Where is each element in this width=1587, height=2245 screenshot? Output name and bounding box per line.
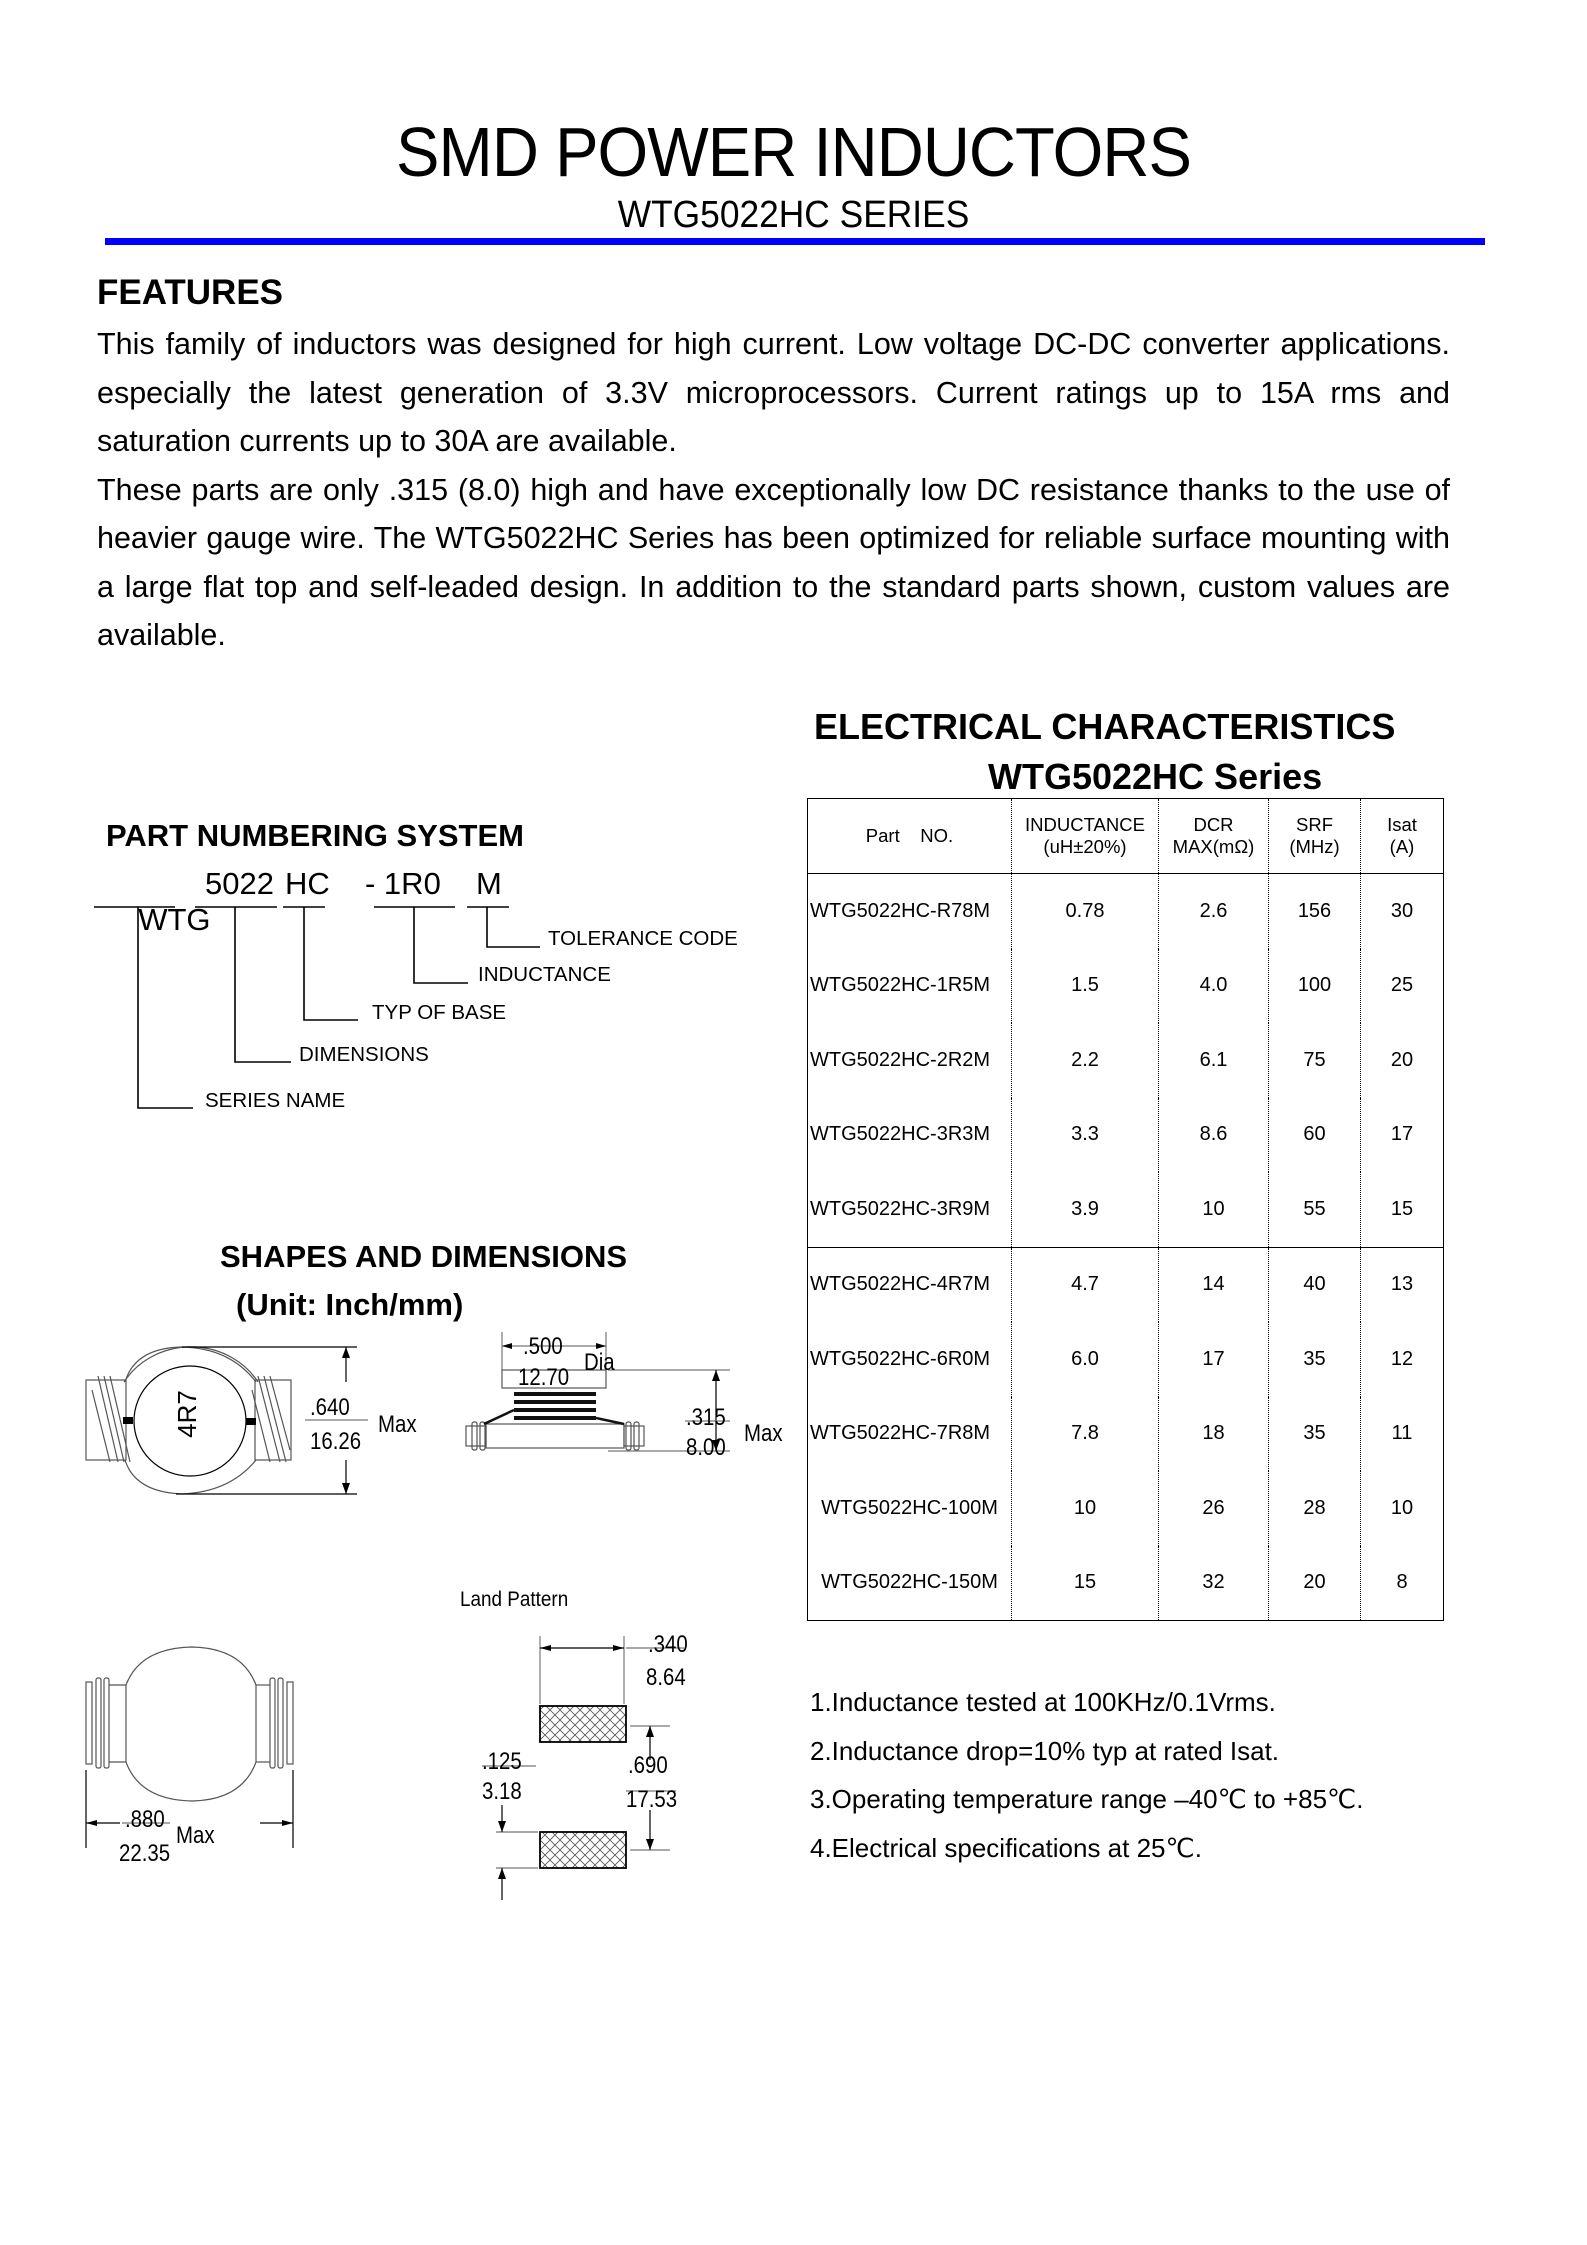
cell-dcr: 26 xyxy=(1159,1471,1269,1546)
column-header-srf: SRF (MHz) xyxy=(1269,799,1361,874)
side-view-max: Max xyxy=(744,1420,783,1447)
side-view-height-inch: .315 xyxy=(686,1404,726,1431)
cell-part: WTG5022HC-R78M xyxy=(810,899,991,922)
cell-inductance: 0.78 xyxy=(1012,874,1159,949)
pn-label-tolerance: TOLERANCE CODE xyxy=(548,927,738,950)
note-item: 2.Inductance drop=10% typ at rated Isat. xyxy=(810,1735,1280,1766)
features-paragraph: These parts are only .315 (8.0) high and have exceptionally low DC resistance thanks to the use of heavier gauge wire. The WTG5022HC Series has been optimized for reliable surface mounting with a large flat top and self-leaded design. In addition to the standard parts shown, custom values are available. xyxy=(97,472,1450,652)
cell-part: WTG5022HC-3R9M xyxy=(810,1197,991,1220)
column-header-inductance: INDUCTANCE (uH±20%) xyxy=(1012,799,1159,874)
table-row xyxy=(808,1023,1443,1098)
cell-dcr: 2.6 xyxy=(1159,874,1269,949)
unit-label: (Unit: Inch/mm) xyxy=(236,1287,464,1322)
pn-segment-tolerance: M xyxy=(476,866,502,901)
top-view-max: Max xyxy=(378,1411,417,1438)
cell-part: WTG5022HC-1R5M xyxy=(810,974,991,997)
cell-inductance: 7.8 xyxy=(1012,1397,1159,1472)
cell-inductance: 1.5 xyxy=(1012,949,1159,1024)
electrical-subheading: WTG5022HC Series xyxy=(988,756,1323,797)
side-view-dia-inch: .500 xyxy=(523,1333,563,1360)
pn-segment-inductance: - 1R0 xyxy=(365,866,441,901)
inductor-top-view-drawing xyxy=(80,1330,420,1500)
table-row xyxy=(808,1471,1443,1546)
cell-inductance: 2.2 xyxy=(1012,1023,1159,1098)
cell-srf: 75 xyxy=(1269,1023,1361,1098)
table-row xyxy=(808,1397,1443,1472)
pn-segment-series: WTG xyxy=(138,902,211,937)
note-item: 4.Electrical specifications at 25℃. xyxy=(810,1832,1202,1863)
cell-inductance: 4.7 xyxy=(1012,1247,1159,1322)
cell-srf: 60 xyxy=(1269,1098,1361,1173)
cell-isat: 13 xyxy=(1361,1247,1444,1322)
cell-isat: 10 xyxy=(1361,1471,1444,1546)
column-header-dcr: DCR MAX(mΩ) xyxy=(1159,799,1269,874)
bottom-view-width-inch: .880 xyxy=(125,1806,165,1833)
bottom-view-width-mm: 22.35 xyxy=(119,1840,171,1867)
cell-isat: 15 xyxy=(1361,1172,1444,1247)
cell-srf: 20 xyxy=(1269,1546,1361,1621)
top-view-height-inch: .640 xyxy=(310,1394,350,1421)
cell-srf: 35 xyxy=(1269,1322,1361,1397)
part-numbering-leader-lines xyxy=(0,0,800,1130)
cell-isat: 8 xyxy=(1361,1546,1444,1621)
table-row xyxy=(808,874,1443,949)
table-row xyxy=(808,1247,1443,1322)
cell-srf: 35 xyxy=(1269,1397,1361,1472)
cell-dcr: 18 xyxy=(1159,1397,1269,1472)
land-pad-width-mm: 8.64 xyxy=(646,1664,686,1691)
cell-part: WTG5022HC-7R8M xyxy=(810,1422,991,1445)
page-subtitle: WTG5022HC SERIES xyxy=(617,194,970,236)
table-row xyxy=(808,1546,1443,1621)
table-row xyxy=(808,949,1443,1024)
note-item: 3.Operating temperature range –40℃ to +85℃. xyxy=(810,1784,1364,1814)
cell-isat: 20 xyxy=(1361,1023,1444,1098)
land-pad-height-inch: .125 xyxy=(482,1748,522,1775)
cell-isat: 30 xyxy=(1361,874,1444,949)
electrical-notes xyxy=(810,1678,1363,1872)
cell-part: WTG5022HC-150M xyxy=(821,1571,998,1594)
table-row xyxy=(808,1098,1443,1173)
features-paragraph: This family of inductors was designed for high current. Low voltage DC-DC converter applications. especially the latest generation of 3.3V microprocessors. Current ratings up to 15A rms and saturation currents up to 30A are available. xyxy=(97,327,1450,458)
pn-segment-dimensions: 5022 xyxy=(205,866,274,901)
cell-srf: 28 xyxy=(1269,1471,1361,1546)
pn-segment-base: HC xyxy=(285,866,330,901)
cell-dcr: 8.6 xyxy=(1159,1098,1269,1173)
side-view-dia-mm: 12.70 xyxy=(518,1364,570,1391)
pn-label-inductance: INDUCTANCE xyxy=(478,963,611,986)
land-spacing-inch: .690 xyxy=(628,1752,668,1779)
electrical-heading: ELECTRICAL CHARACTERISTICS xyxy=(814,706,1396,747)
note-item: 1.Inductance tested at 100KHz/0.1Vrms. xyxy=(810,1687,1276,1717)
cell-inductance: 10 xyxy=(1012,1471,1159,1546)
column-header-isat: Isat (A) xyxy=(1361,799,1444,874)
bottom-view-max: Max xyxy=(176,1822,215,1849)
cell-dcr: 17 xyxy=(1159,1322,1269,1397)
cell-inductance: 6.0 xyxy=(1012,1322,1159,1397)
cell-part: WTG5022HC-2R2M xyxy=(810,1048,991,1071)
electrical-characteristics-table xyxy=(807,798,1444,1621)
cell-inductance: 3.9 xyxy=(1012,1172,1159,1247)
part-numbering-heading: PART NUMBERING SYSTEM xyxy=(106,818,524,853)
cell-part: WTG5022HC-4R7M xyxy=(808,1247,1012,1322)
cell-inductance: 3.3 xyxy=(1012,1098,1159,1173)
cell-isat: 11 xyxy=(1361,1397,1444,1472)
inductor-marking: 4R7 xyxy=(172,1390,202,1438)
cell-dcr: 4.0 xyxy=(1159,949,1269,1024)
cell-srf: 55 xyxy=(1269,1172,1361,1247)
cell-dcr: 32 xyxy=(1159,1546,1269,1621)
top-view-height-mm: 16.26 xyxy=(310,1428,362,1455)
cell-inductance: 15 xyxy=(1012,1546,1159,1621)
pn-label-dimensions: DIMENSIONS xyxy=(299,1043,429,1066)
cell-dcr: 14 xyxy=(1159,1247,1269,1322)
shapes-heading: SHAPES AND DIMENSIONS xyxy=(220,1239,628,1274)
cell-srf: 40 xyxy=(1269,1247,1361,1322)
side-view-height-mm: 8.00 xyxy=(686,1434,726,1461)
features-heading: FEATURES xyxy=(97,273,284,312)
table-header-row xyxy=(808,799,1443,874)
cell-isat: 17 xyxy=(1361,1098,1444,1173)
land-pad-height-mm: 3.18 xyxy=(482,1778,522,1805)
land-spacing-mm: 17.53 xyxy=(626,1786,678,1813)
cell-dcr: 10 xyxy=(1159,1172,1269,1247)
pn-label-series: SERIES NAME xyxy=(205,1089,346,1112)
land-pad-width-inch: .340 xyxy=(648,1631,688,1658)
land-pattern-label: Land Pattern xyxy=(460,1588,569,1611)
page-title: SMD POWER INDUCTORS xyxy=(396,113,1191,191)
pn-label-base: TYP OF BASE xyxy=(372,1001,507,1024)
cell-isat: 12 xyxy=(1361,1322,1444,1397)
cell-part: WTG5022HC-100M xyxy=(821,1496,998,1519)
cell-srf: 100 xyxy=(1269,949,1361,1024)
cell-part: WTG5022HC-6R0M xyxy=(810,1347,991,1370)
cell-srf: 156 xyxy=(1269,874,1361,949)
cell-part: WTG5022HC-3R3M xyxy=(810,1123,991,1146)
table-row xyxy=(808,1172,1443,1247)
column-header-part-no: Part NO. xyxy=(808,799,1012,874)
cell-dcr: 6.1 xyxy=(1159,1023,1269,1098)
cell-isat: 25 xyxy=(1361,949,1444,1024)
table-row xyxy=(808,1322,1443,1397)
side-view-dia-label: Dia xyxy=(584,1349,615,1376)
